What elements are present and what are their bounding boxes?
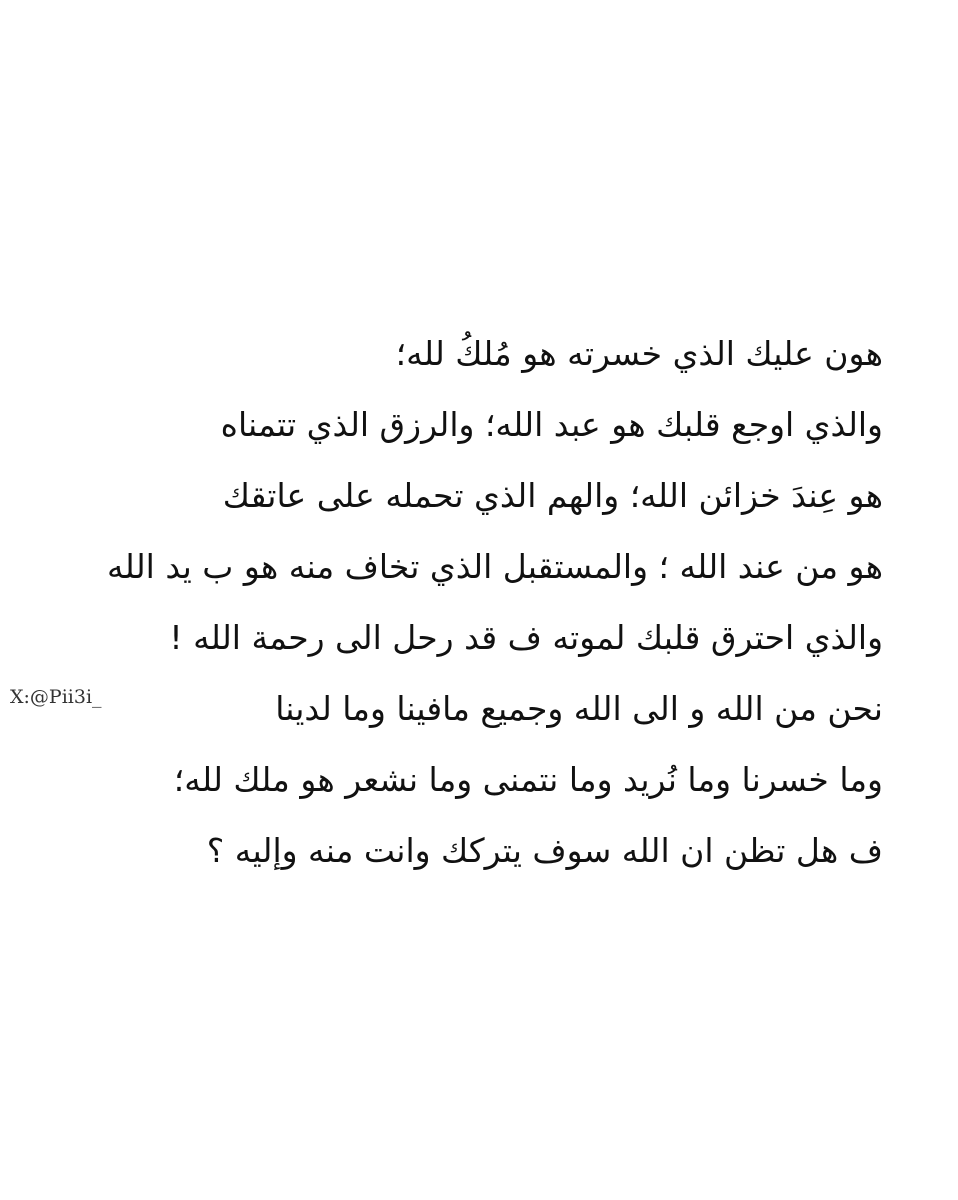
poem-line-8: ف هل تظن ان الله سوف يتركك وانت منه وإليه ؟ — [206, 831, 883, 870]
poem-line-4: هو من عند الله ؛ والمستقبل الذي تخاف منه هو ب يد الله — [106, 547, 883, 586]
poem-line-3: هو عِندَ خزائن الله؛ والهم الذي تحمله على عاتقك — [222, 476, 883, 515]
poem-line-7: وما خسرنا وما نُريد وما نتمنى وما نشعر هو ملك لله؛ — [173, 760, 883, 799]
poem-line-2: والذي اوجع قلبك هو عبد الله؛ والرزق الذي تتمناه — [220, 405, 883, 444]
poem-text — [60, 318, 883, 886]
poem-line-5: والذي احترق قلبك لموته ف قد رحل الى رحمة الله ! — [169, 618, 883, 657]
author-handle-watermark: X:@Pii3i_ — [10, 686, 102, 708]
poem-line-1: هون عليك الذي خسرته هو مُلكُ لله؛ — [395, 334, 883, 373]
poem-line-6: نحن من الله و الى الله وجميع مافينا وما لدينا — [275, 689, 883, 728]
